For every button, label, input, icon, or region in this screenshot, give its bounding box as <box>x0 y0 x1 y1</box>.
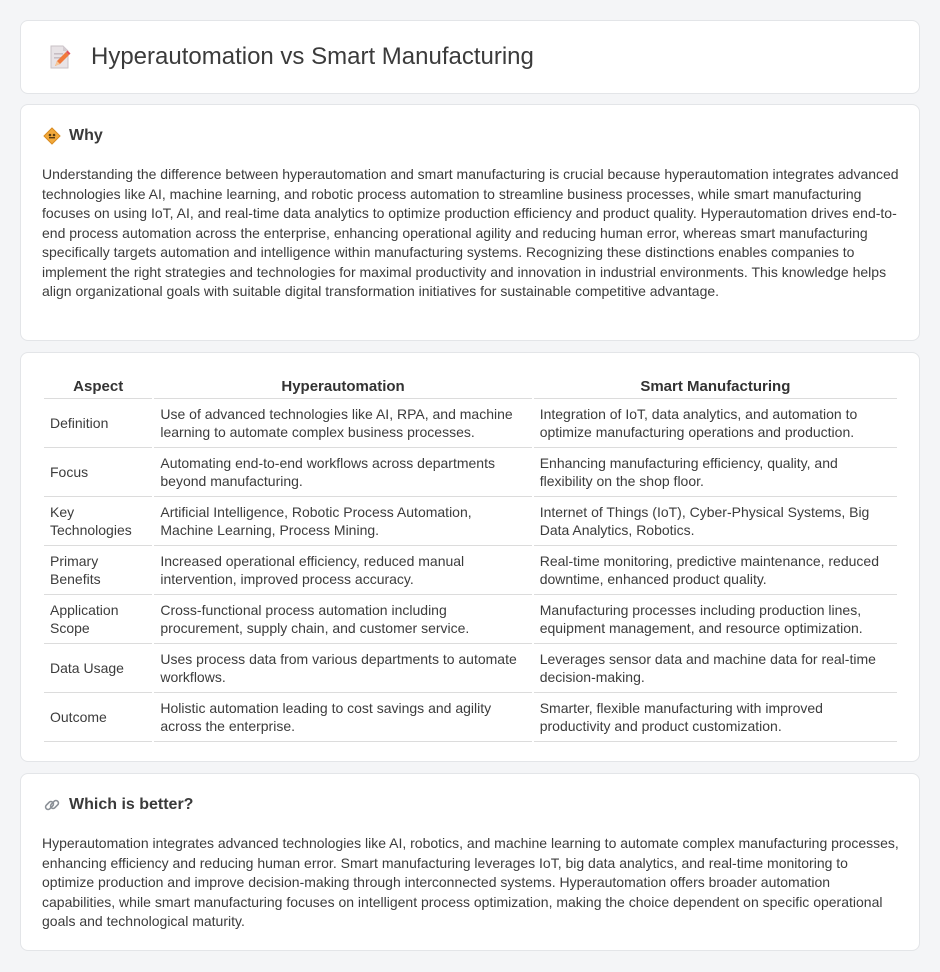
table-row <box>44 546 897 595</box>
smart-manufacturing-cell: Integration of IoT, data analytics, and automation to optimize manufacturing operations and production. <box>534 399 897 448</box>
which-is-better-title: Which is better? <box>69 796 194 813</box>
hyperautomation-cell: Use of advanced technologies like AI, RPA, and machine learning to automate complex business processes. <box>154 399 531 448</box>
table-row <box>44 497 897 546</box>
hyperautomation-cell: Increased operational efficiency, reduced manual intervention, improved process accuracy. <box>154 546 531 595</box>
header-smart-manufacturing: Smart Manufacturing <box>534 373 897 399</box>
aspect-cell: Application Scope <box>44 595 152 644</box>
table-row <box>44 595 897 644</box>
aspect-cell: Key Technologies <box>44 497 152 546</box>
which-is-better-card <box>20 773 920 951</box>
document-pencil-icon <box>45 43 73 71</box>
hyperautomation-cell: Uses process data from various departments to automate workflows. <box>154 644 531 693</box>
diamond-sign-icon <box>43 127 61 145</box>
smart-manufacturing-cell: Enhancing manufacturing efficiency, quality, and flexibility on the shop floor. <box>534 448 897 497</box>
why-title: Why <box>69 127 103 144</box>
smart-manufacturing-cell: Leverages sensor data and machine data for real-time decision-making. <box>534 644 897 693</box>
table-row <box>44 448 897 497</box>
header-hyperautomation: Hyperautomation <box>154 373 531 399</box>
smart-manufacturing-cell: Internet of Things (IoT), Cyber-Physical Systems, Big Data Analytics, Robotics. <box>534 497 897 546</box>
smart-manufacturing-cell: Real-time monitoring, predictive maintenance, reduced downtime, enhanced product quality. <box>534 546 897 595</box>
table-row <box>44 644 897 693</box>
hyperautomation-cell: Automating end-to-end workflows across departments beyond manufacturing. <box>154 448 531 497</box>
hyperautomation-cell: Cross-functional process automation including procurement, supply chain, and customer service. <box>154 595 531 644</box>
smart-manufacturing-cell: Manufacturing processes including production lines, equipment management, and resource optimization. <box>534 595 897 644</box>
aspect-cell: Primary Benefits <box>44 546 152 595</box>
comparison-table <box>42 373 899 742</box>
aspect-cell: Outcome <box>44 693 152 742</box>
why-paragraph: Understanding the difference between hyperautomation and smart manufacturing is crucial because hyperautomation integrates advanced technologies like AI, machine learning, and robotic process automation to streamline business processes, while smart manufacturing focuses on using IoT, AI, and real-time data analytics to optimize production efficiency and product quality. Hyperautomation drives end-to-end process automation across the enterprise, enhancing operational agility and reducing human error, whereas smart manufacturing specifically targets automation and intelligence within manufacturing systems. Recognizing these distinctions enables companies to implement the right strategies and technologies for maximal productivity and innovation in industrial environments. This knowledge helps align organizational goals with suitable digital transformation initiatives for sustainable competitive advantage. <box>42 166 899 299</box>
link-icon <box>43 796 61 814</box>
table-row <box>44 399 897 448</box>
which-is-better-paragraph: Hyperautomation integrates advanced technologies like AI, robotics, and machine learning to automate complex manufacturing processes, enhancing efficiency and reducing human error. Smart manufacturing leverages IoT, big data analytics, and real-time monitoring to optimize production and improve decision-making through interconnected systems. Hyperautomation offers broader automation capabilities, while smart manufacturing focuses on intelligent process optimization, making the choice dependent on specific operational goals and technological maturity. <box>42 835 899 929</box>
aspect-cell: Data Usage <box>44 644 152 693</box>
page-title: Hyperautomation vs Smart Manufacturing <box>91 43 534 70</box>
smart-manufacturing-cell: Smarter, flexible manufacturing with improved productivity and product customization. <box>534 693 897 742</box>
hyperautomation-cell: Artificial Intelligence, Robotic Process Automation, Machine Learning, Process Mining. <box>154 497 531 546</box>
aspect-cell: Focus <box>44 448 152 497</box>
table-row <box>44 693 897 742</box>
header-card <box>20 20 920 94</box>
table-header-row <box>44 373 897 399</box>
why-card <box>20 104 920 341</box>
header-aspect: Aspect <box>44 373 152 399</box>
hyperautomation-cell: Holistic automation leading to cost savings and agility across the enterprise. <box>154 693 531 742</box>
comparison-card <box>20 352 920 762</box>
aspect-cell: Definition <box>44 399 152 448</box>
